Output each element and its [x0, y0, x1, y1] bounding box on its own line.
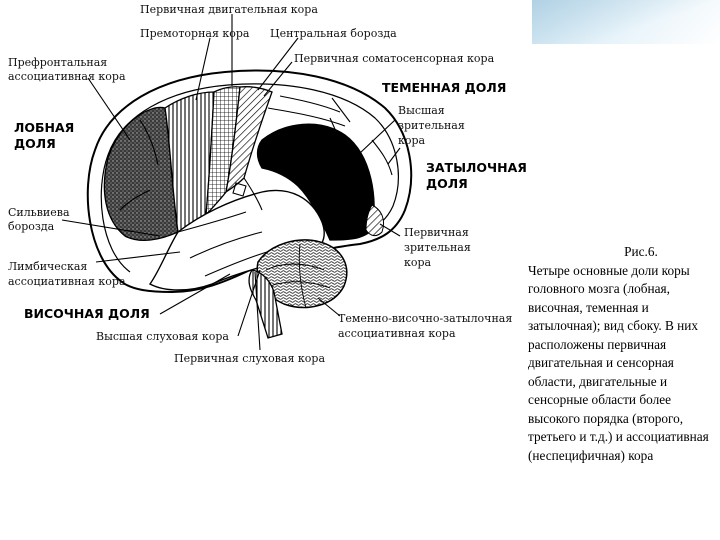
label-primary-somatosensory: Первичная соматосенсорная кора	[294, 52, 495, 65]
label-occipital-lobe-line2: ДОЛЯ	[426, 176, 468, 191]
label-central-sulcus: Центральная борозда	[270, 27, 397, 40]
label-higher-visual-line1: Высшая	[398, 104, 445, 117]
label-prefrontal-line1: Префронтальная	[8, 56, 108, 69]
figure-caption	[528, 243, 714, 465]
label-frontal-lobe-line2: ДОЛЯ	[14, 136, 56, 151]
label-frontal-lobe-line1: ЛОБНАЯ	[14, 120, 75, 135]
label-higher-auditory: Высшая слуховая кора	[96, 330, 229, 343]
label-sylvian-line1: Сильвиева	[8, 206, 70, 219]
label-primary-visual-line2: зрительная	[404, 241, 471, 254]
caption-title: Рис.6.	[624, 244, 658, 259]
label-limbic-line1: Лимбическая	[8, 260, 88, 273]
label-primary-visual-line3: кора	[404, 256, 432, 269]
label-higher-visual-line2: зрительная	[398, 119, 465, 132]
label-tpo-line1: Теменно-височно-затылочная	[338, 312, 513, 325]
label-tpo-line2: ассоциативная кора	[338, 327, 456, 340]
label-temporal-lobe: ВИСОЧНАЯ ДОЛЯ	[24, 306, 150, 321]
label-prefrontal-line2: ассоциативная кора	[8, 70, 126, 83]
label-primary-motor: Первичная двигательная кора	[140, 3, 318, 16]
label-premotor: Премоторная кора	[140, 27, 250, 40]
label-primary-auditory: Первичная слуховая кора	[174, 352, 325, 365]
caption-body: Четыре основные доли коры головного мозга (лобная, височная, теменная и затылочная); вид сбоку. В них расположены первичная двигательная и сенсорная области, двигательные и сенсорные области более высокого порядка (второго, третьего и т.д.) и ассоциативная (неспецифичная) кора	[528, 262, 709, 463]
label-occipital-lobe-line1: ЗАТЫЛОЧНАЯ	[426, 160, 527, 175]
label-higher-visual-line3: кора	[398, 134, 426, 147]
corner-decoration	[532, 0, 720, 44]
label-parietal-lobe: ТЕМЕННАЯ ДОЛЯ	[382, 80, 507, 95]
label-primary-visual-line1: Первичная	[404, 226, 469, 239]
label-limbic-line2: ассоциативная кора	[8, 275, 126, 288]
label-sylvian-line2: борозда	[8, 220, 55, 233]
